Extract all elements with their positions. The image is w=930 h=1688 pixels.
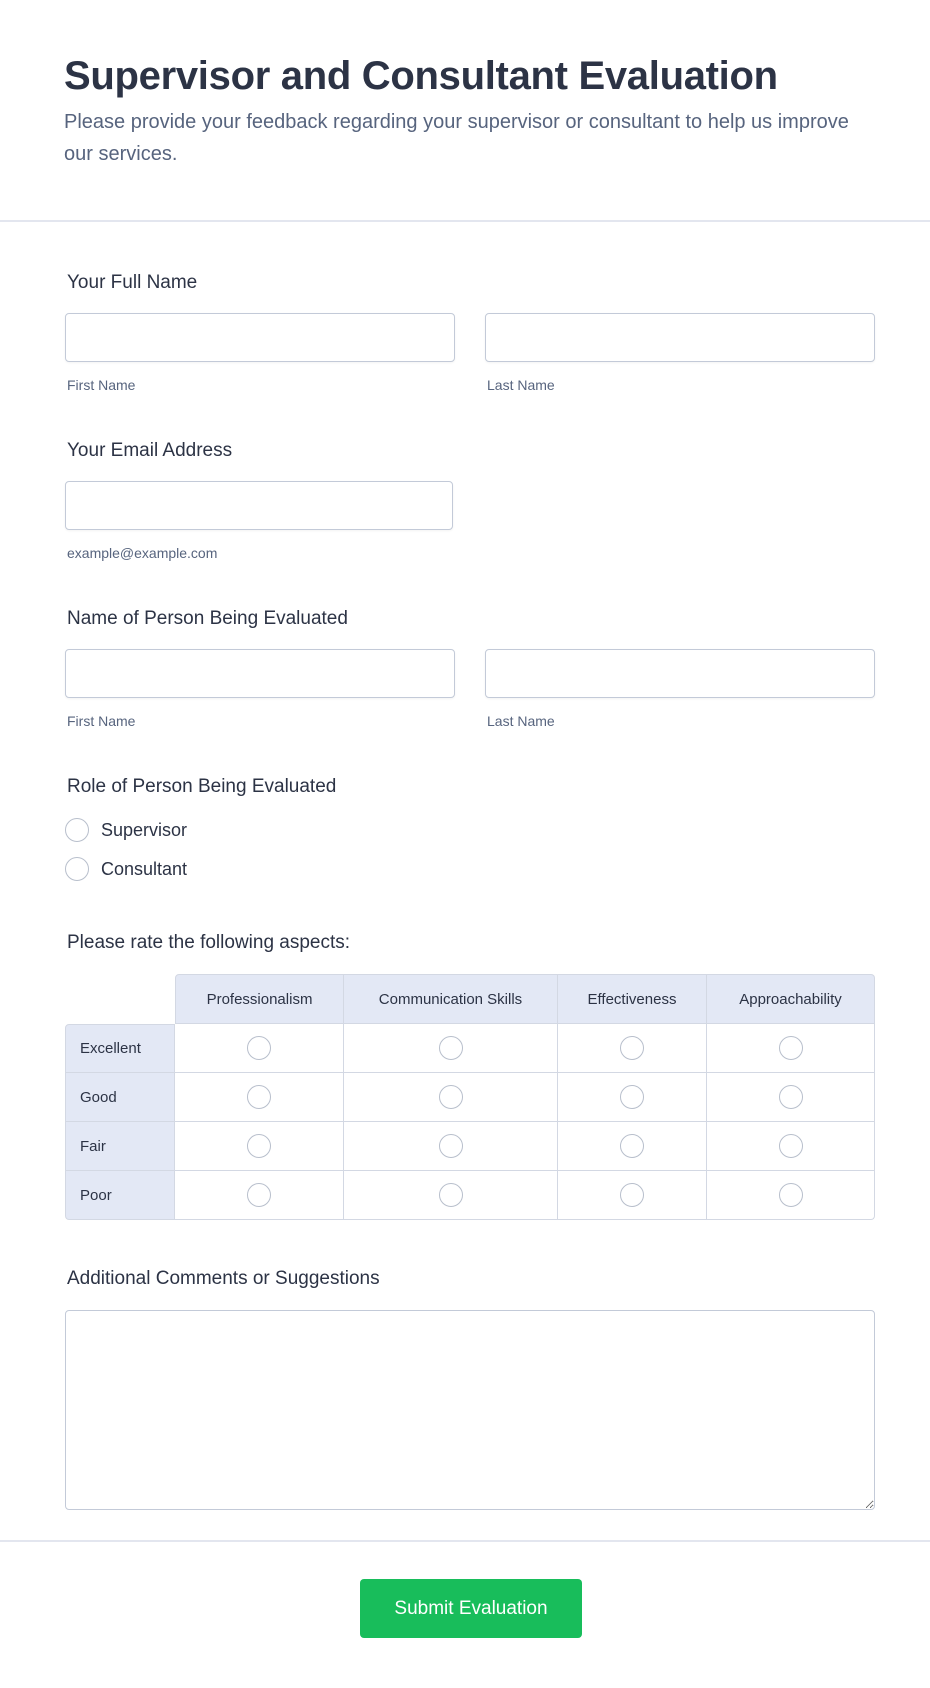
evaluated-name-label: Name of Person Being Evaluated [67,608,348,629]
header-divider [0,220,930,222]
matrix-row [65,1122,875,1171]
email-input[interactable] [65,481,453,530]
row-label: Poor [65,1171,175,1220]
submit-button[interactable]: Submit Evaluation [360,1579,582,1638]
email-hint: example@example.com [67,545,218,561]
last-name-hint: Last Name [487,377,555,393]
matrix-cell[interactable] [558,1024,707,1073]
page-subtitle: Please provide your feedback regarding your supervisor or consultant to help us improve our services. [64,111,849,165]
matrix-cell[interactable] [175,1024,344,1073]
radio-icon[interactable] [620,1036,644,1060]
matrix-cell[interactable] [558,1171,707,1220]
radio-icon[interactable] [620,1183,644,1207]
matrix-row [65,1073,875,1122]
first-name-input[interactable] [65,313,455,362]
column-header: Approachability [707,974,875,1024]
column-header: Communication Skills [344,974,558,1024]
matrix-cell[interactable] [344,1073,558,1122]
rating-matrix [65,974,875,1220]
radio-icon[interactable] [439,1085,463,1109]
matrix-cell[interactable] [175,1122,344,1171]
row-label: Good [65,1073,175,1122]
radio-icon[interactable] [247,1036,271,1060]
radio-icon[interactable] [439,1183,463,1207]
matrix-cell[interactable] [558,1122,707,1171]
comments-label: Additional Comments or Suggestions [67,1268,380,1289]
matrix-cell[interactable] [344,1171,558,1220]
matrix-cell[interactable] [344,1024,558,1073]
comments-textarea[interactable] [65,1310,875,1510]
first-name-hint: First Name [67,377,136,393]
column-header: Professionalism [175,974,344,1024]
matrix-cell[interactable] [175,1171,344,1220]
radio-icon[interactable] [779,1183,803,1207]
radio-icon[interactable] [247,1183,271,1207]
role-label: Role of Person Being Evaluated [67,776,337,797]
evaluated-last-name-hint: Last Name [487,713,555,729]
radio-icon[interactable] [65,857,89,881]
radio-icon[interactable] [779,1036,803,1060]
role-option-supervisor[interactable] [65,818,187,842]
radio-icon[interactable] [247,1085,271,1109]
role-option-label: Supervisor [101,819,188,840]
radio-icon[interactable] [779,1085,803,1109]
row-label: Fair [65,1122,175,1171]
radio-icon[interactable] [620,1085,644,1109]
evaluated-first-name-hint: First Name [67,713,136,729]
evaluated-last-name-input[interactable] [485,649,875,698]
matrix-cell[interactable] [344,1122,558,1171]
matrix-row [65,1024,875,1073]
radio-icon[interactable] [779,1134,803,1158]
row-label: Excellent [65,1024,175,1073]
email-label: Your Email Address [67,440,233,461]
radio-icon[interactable] [439,1036,463,1060]
last-name-input[interactable] [485,313,875,362]
radio-icon[interactable] [620,1134,644,1158]
footer-divider [0,1540,930,1542]
matrix-row [65,1171,875,1220]
matrix-cell[interactable] [707,1122,875,1171]
matrix-cell[interactable] [175,1073,344,1122]
matrix-cell[interactable] [558,1073,707,1122]
matrix-cell[interactable] [707,1024,875,1073]
matrix-cell[interactable] [707,1073,875,1122]
matrix-corner [65,974,175,1024]
radio-icon[interactable] [65,818,89,842]
radio-icon[interactable] [247,1134,271,1158]
radio-icon[interactable] [439,1134,463,1158]
rating-label: Please rate the following aspects: [67,932,351,953]
column-header: Effectiveness [558,974,707,1024]
role-option-label: Consultant [101,858,188,879]
full-name-label: Your Full Name [67,272,198,293]
role-option-consultant[interactable] [65,857,187,881]
page-title: Supervisor and Consultant Evaluation [64,54,778,98]
matrix-cell[interactable] [707,1171,875,1220]
evaluated-first-name-input[interactable] [65,649,455,698]
